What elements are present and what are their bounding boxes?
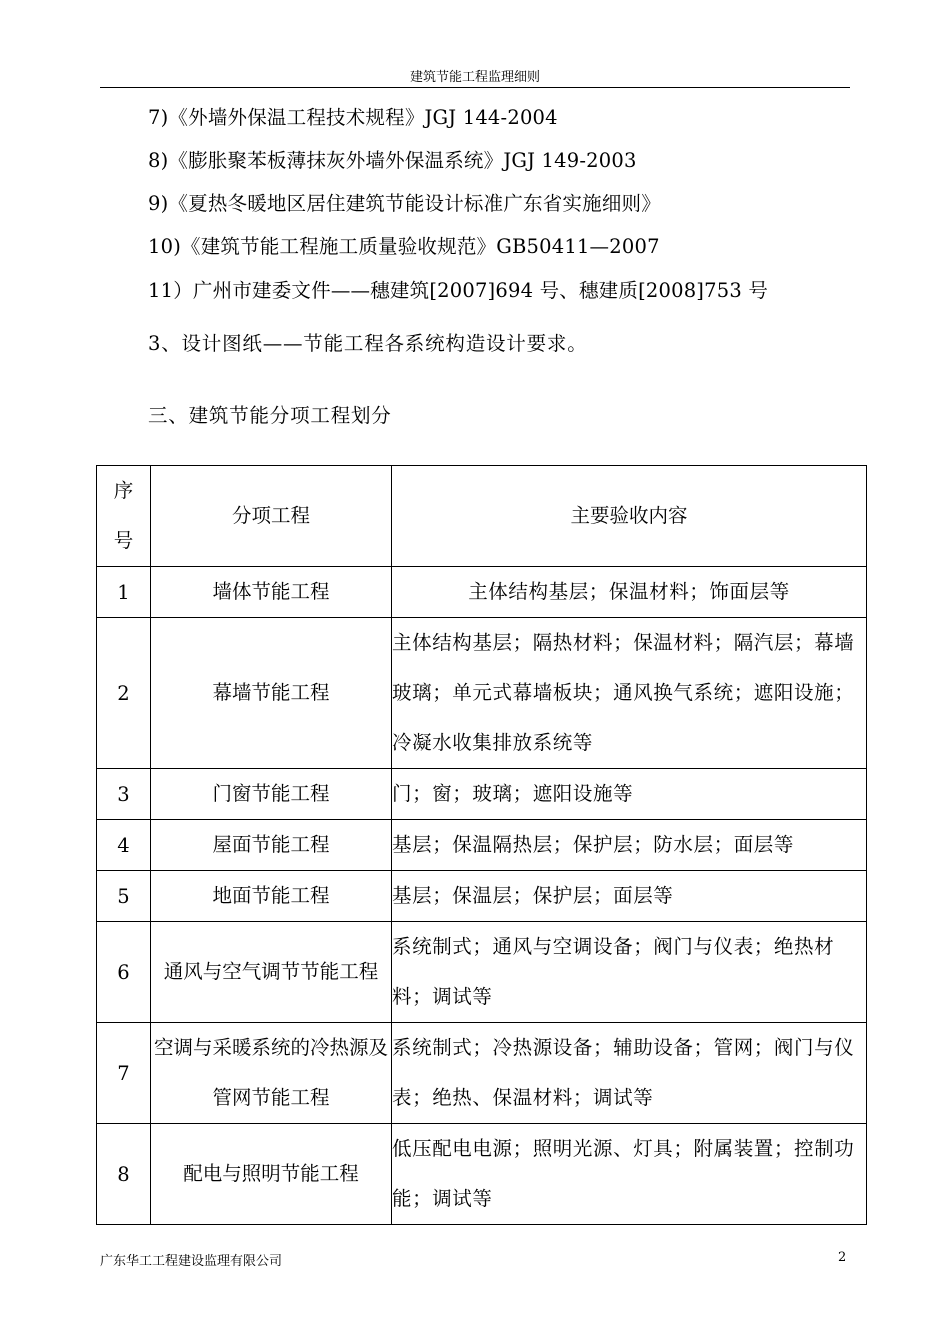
table-row bbox=[97, 820, 867, 871]
row-subitem: 门窗节能工程 bbox=[151, 769, 392, 820]
row-content: 门；窗；玻璃；遮阳设施等 bbox=[392, 769, 867, 820]
row-content: 低压配电电源；照明光源、灯具；附属装置；控制功能；调试等 bbox=[392, 1124, 867, 1225]
row-no: 3 bbox=[97, 769, 151, 820]
table-row bbox=[97, 922, 867, 1023]
reference-item: 7)《外墙外保温工程技术规程》JGJ 144-2004 bbox=[148, 106, 558, 129]
table-row bbox=[97, 1124, 867, 1225]
row-no: 2 bbox=[97, 618, 151, 769]
row-content: 基层；保温层；保护层；面层等 bbox=[392, 871, 867, 922]
row-no: 5 bbox=[97, 871, 151, 922]
row-content: 基层；保温隔热层；保护层；防水层；面层等 bbox=[392, 820, 867, 871]
header-no-line: 序 bbox=[113, 479, 134, 502]
header-rule bbox=[100, 87, 850, 88]
header-no bbox=[97, 466, 151, 567]
reference-item: 9)《夏热冬暖地区居住建筑节能设计标准广东省实施细则》 bbox=[148, 192, 661, 215]
table-row bbox=[97, 567, 867, 618]
table-row bbox=[97, 618, 867, 769]
reference-item: 10)《建筑节能工程施工质量验收规范》GB50411—2007 bbox=[148, 235, 660, 258]
table-row bbox=[97, 1023, 867, 1124]
row-content: 系统制式；冷热源设备；辅助设备；管网；阀门与仪表；绝热、保温材料；调试等 bbox=[392, 1023, 867, 1124]
table-header-row bbox=[97, 466, 867, 567]
row-no: 6 bbox=[97, 922, 151, 1023]
reference-item: 11）广州市建委文件——穗建筑[2007]694 号、穗建质[2008]753 号 bbox=[148, 279, 769, 302]
header-no-line: 号 bbox=[113, 529, 134, 552]
row-content: 系统制式；通风与空调设备；阀门与仪表；绝热材料；调试等 bbox=[392, 922, 867, 1023]
header-content: 主要验收内容 bbox=[392, 466, 867, 567]
row-subitem: 空调与采暖系统的冷热源及管网节能工程 bbox=[151, 1023, 392, 1124]
table-row bbox=[97, 871, 867, 922]
row-no: 7 bbox=[97, 1023, 151, 1124]
row-subitem: 通风与空气调节节能工程 bbox=[151, 922, 392, 1023]
row-content: 主体结构基层；保温材料；饰面层等 bbox=[392, 567, 867, 618]
header-subitem: 分项工程 bbox=[151, 466, 392, 567]
reference-item: 8)《膨胀聚苯板薄抹灰外墙外保温系统》JGJ 149-2003 bbox=[148, 149, 637, 172]
table-row bbox=[97, 769, 867, 820]
row-no: 1 bbox=[97, 567, 151, 618]
row-no: 8 bbox=[97, 1124, 151, 1225]
row-subitem: 墙体节能工程 bbox=[151, 567, 392, 618]
row-no: 4 bbox=[97, 820, 151, 871]
footer-page-number: 2 bbox=[838, 1250, 847, 1265]
section-title: 三、建筑节能分项工程划分 bbox=[148, 404, 392, 427]
page-header-title: 建筑节能工程监理细则 bbox=[409, 70, 540, 85]
row-subitem: 屋面节能工程 bbox=[151, 820, 392, 871]
design-drawings-paragraph: 3、设计图纸——节能工程各系统构造设计要求。 bbox=[148, 332, 588, 355]
row-content: 主体结构基层；隔热材料；保温材料；隔汽层；幕墙玻璃；单元式幕墙板块；通风换气系统；遮阳设施；冷凝水收集排放系统等 bbox=[392, 618, 867, 769]
subitem-table bbox=[96, 465, 867, 1225]
row-subitem: 幕墙节能工程 bbox=[151, 618, 392, 769]
row-subitem: 地面节能工程 bbox=[151, 871, 392, 922]
footer-company: 广东华工工程建设监理有限公司 bbox=[100, 1254, 283, 1269]
row-subitem: 配电与照明节能工程 bbox=[151, 1124, 392, 1225]
